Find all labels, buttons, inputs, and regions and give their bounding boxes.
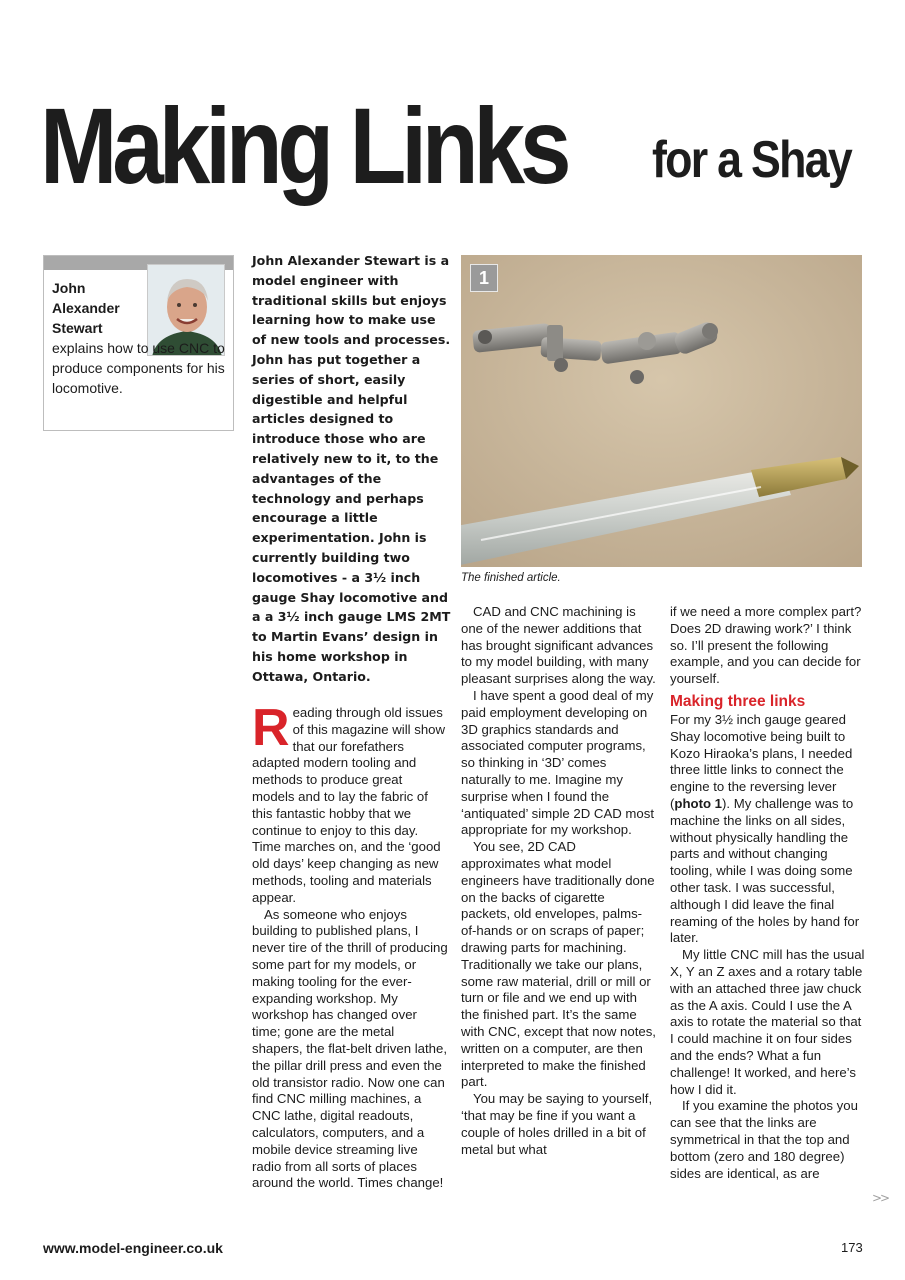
author-box	[43, 255, 234, 431]
col1-p1-text: eading through old issues of this magazine will show that our forefathers adapted modern tooling and methods to produce great models and to lay the fabric of this fantastic hobby that we continue to enjoy to this day. Time marches on, and the ‘good old days’ keep changing as new methods, tooling and materials appear.	[252, 705, 446, 905]
col3-p2-b: ). My challenge was to machine the links on all sides, without physically handling the parts and without changing tooling, while I was doing some other task. I was successful, although I did leave the final reaming of the holes by hand for later.	[670, 795, 860, 946]
author-blurb: explains how to use CNC to produce components for his locomotive.	[52, 340, 225, 396]
page-number: 173	[841, 1240, 863, 1255]
col3-paragraph-2	[670, 712, 866, 947]
footer-url: www.model-engineer.co.uk	[43, 1240, 223, 1256]
col3-paragraph-4: If you examine the photos you can see that the links are symmetrical in that the top and bottom (zero and 180 degree) sides are identical, as are	[670, 1098, 858, 1181]
text-column-2	[461, 604, 657, 1158]
section-heading: Making three links	[670, 692, 806, 710]
text-column-3	[670, 604, 866, 1182]
photo-caption: The finished article.	[461, 572, 561, 584]
col2-paragraph-3: You see, 2D CAD approximates what model engineers have traditionally done on the backs of cigarette packets, old envelopes, palms-of-hands or on scraps of paper; drawing parts for machining. Traditionally we take our plans, some raw material, drill or mill or turn or file and we end up with the finished part. It’s the same with CNC, except that now notes, written on a computer, are then interpreted to make the finished part.	[461, 839, 656, 1090]
title-sub: for a Shay	[652, 131, 852, 189]
continue-arrow-icon: >>	[872, 1191, 889, 1205]
photo-number-badge: 1	[470, 264, 498, 292]
col3-paragraph-3: My little CNC mill has the usual X, Y an Z axes and a rotary table with an attached three jaw chuck as the A axis. Could I use the A axis to rotate the material so that I could machine it on four sides and the ends? What a fun challenge! It worked, and here’s how I did it.	[670, 947, 865, 1097]
drop-cap: R	[252, 699, 290, 757]
photo-1	[461, 255, 862, 567]
author-name: John Alexander Stewart	[52, 280, 120, 336]
col1-paragraph-2: As someone who enjoys building to published plans, I never tire of the thrill of producing some part for my models, or making tooling for the ever-expanding workshop. My workshop has changed over time; gone are the metal shapers, the flat-belt driven lathe, the pillar drill press and even the old transistor radio. Now one can find CNC milling machines, a CNC lathe, digital readouts, calculators, computers, and a mobile device streaming live radio from all sorts of places around the world. Times change!	[252, 906, 448, 1191]
text-column-1	[252, 699, 448, 1192]
col2-paragraph-4: You may be saying to yourself, ‘that may be fine if you want a couple of holes drilled in a bit of metal but what	[461, 1091, 653, 1157]
col3-p2-a: For my 3½ inch gauge geared Shay locomotive being built to Kozo Hiraoka’s plans, I needed three little links to connect the engine to the reversing lever (	[670, 711, 853, 811]
intro-paragraph: John Alexander Stewart is a model engineer with traditional skills but enjoys learning how to make use of new tools and processes. John has put together a series of short, easily digestible and helpful articles designed to introduce those who are relatively new to it, to the advantages of the technology and perhaps encourage a little experimentation. John is currently building two locomotives - a 3½ inch gauge Shay locomotive and a a 3½ inch gauge LMS 2MT to Martin Evans’ design in his home workshop in Ottawa, Ontario.	[252, 253, 451, 684]
article-title	[40, 85, 880, 206]
col2-paragraph-2: I have spent a good deal of my paid employment developing on 3D graphics standards and associated computer programs, so thinking in ‘3D’ comes naturally to me. Imagine my surprise when I found the ‘antiquated’ simple 2D CAD most appropriate for my workshop.	[461, 687, 655, 838]
title-main: Making Links	[40, 85, 567, 206]
author-text	[52, 278, 227, 398]
col3-paragraph-1: if we need a more complex part? Does 2D drawing work?’ I think so. I’ll present the following example, and you can decide for yourself.	[670, 604, 862, 687]
photo-reference: photo 1	[674, 795, 723, 811]
finished-links-photo	[461, 255, 862, 567]
col1-paragraph-1	[252, 699, 448, 907]
col2-paragraph-1: CAD and CNC machining is one of the newer additions that has brought significant advances to my model building, with many pleasant surprises along the way.	[461, 604, 656, 687]
